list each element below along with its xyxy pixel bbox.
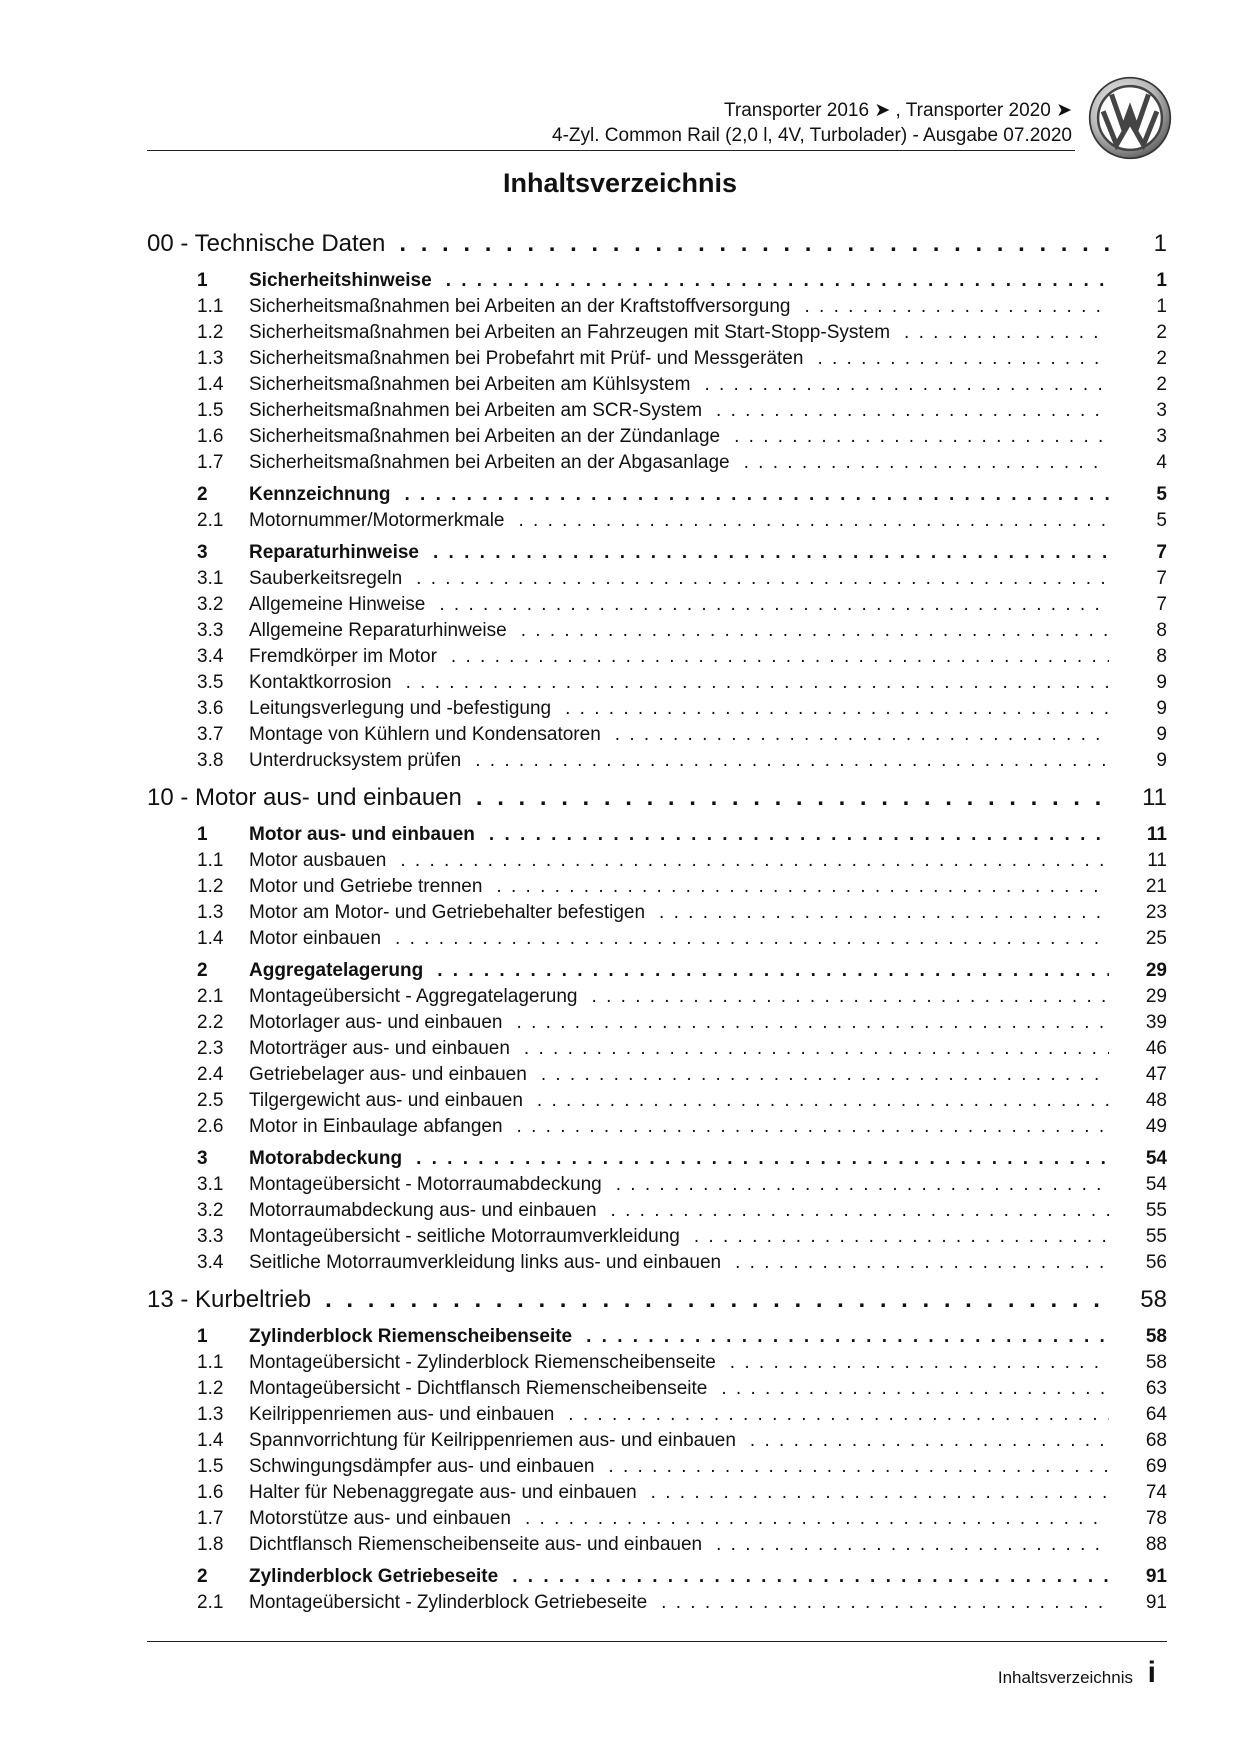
dot-leader [716, 400, 1109, 422]
toc-entry-number: 3.7 [197, 724, 224, 745]
toc-subsection[interactable] [147, 698, 1167, 724]
toc-page-number: 7 [1156, 542, 1167, 563]
toc-entry-number: 2.1 [197, 1592, 224, 1613]
dot-leader [439, 594, 1109, 616]
toc-entry-title: Seitliche Motorraumverkleidung links aus- und einbauen [249, 1252, 722, 1273]
toc-entry-number: 2.4 [197, 1064, 224, 1085]
dot-leader [651, 1482, 1109, 1504]
toc-subsection[interactable] [147, 510, 1167, 536]
toc-entry-title: Kontaktkorrosion [249, 672, 392, 693]
toc-subsection[interactable] [147, 374, 1167, 400]
toc-entry-number: 1.8 [197, 1534, 224, 1555]
toc-entry-title: Fremdkörper im Motor [249, 646, 437, 667]
header-engine-line: 4-Zyl. Common Rail (2,0 l, 4V, Turbolader) - Ausgabe 07.2020 [552, 125, 1072, 146]
toc-subsection[interactable] [147, 1482, 1167, 1508]
toc-subsection[interactable] [147, 426, 1167, 452]
toc-page-number: 9 [1156, 724, 1167, 745]
dot-leader [716, 1534, 1109, 1556]
toc-entry-title: 13 - Kurbeltrieb [147, 1286, 312, 1313]
toc-entry-number: 3 [197, 542, 208, 563]
dot-leader [517, 1012, 1109, 1034]
toc-subsection[interactable] [147, 902, 1167, 928]
toc-entry-number: 3 [197, 1148, 208, 1169]
toc-page-number: 54 [1145, 1174, 1167, 1195]
toc-page-number: 1 [1153, 230, 1167, 257]
toc-subsection[interactable] [147, 986, 1167, 1012]
toc-subsection[interactable] [147, 646, 1167, 672]
toc-entry-number: 2.1 [197, 986, 224, 1007]
toc-entry-title: Motor ausbauen [249, 850, 387, 871]
dot-leader [661, 1592, 1109, 1614]
toc-entry-number: 3.6 [197, 698, 224, 719]
dot-leader [395, 928, 1109, 950]
toc-entry-title: Zylinderblock Riemenscheibenseite [249, 1326, 573, 1347]
dot-leader [615, 724, 1109, 746]
toc-subsection[interactable] [147, 296, 1167, 322]
toc-entry-number: 1 [197, 824, 208, 845]
toc-subsection[interactable] [147, 850, 1167, 876]
toc-page-number: 3 [1156, 426, 1167, 447]
toc-entry-number: 1.4 [197, 928, 224, 949]
footer-divider [147, 1641, 1167, 1642]
toc-entry-number: 3.2 [197, 1200, 224, 1221]
table-of-contents [147, 230, 1167, 1618]
toc-page-number: 25 [1145, 928, 1167, 949]
toc-entry-title: Halter für Nebenaggregate aus- und einbauen [249, 1482, 637, 1503]
toc-subsection[interactable] [147, 452, 1167, 478]
toc-entry-title: Tilgergewicht aus- und einbauen [249, 1090, 523, 1111]
dot-leader [400, 850, 1109, 872]
toc-chapter[interactable] [147, 230, 1167, 264]
dot-leader [659, 902, 1109, 924]
toc-page-number: 63 [1145, 1378, 1167, 1399]
toc-entry-title: Motornummer/Motormerkmale [249, 510, 505, 531]
toc-page-number: 47 [1145, 1064, 1167, 1085]
dot-leader [565, 698, 1109, 720]
dot-leader [750, 1430, 1109, 1452]
toc-entry-title: Motorträger aus- und einbauen [249, 1038, 510, 1059]
toc-page-number: 21 [1145, 876, 1167, 897]
dot-leader [592, 986, 1109, 1008]
toc-entry-title: Motor in Einbaulage abfangen [249, 1116, 503, 1137]
toc-entry-number: 1.2 [197, 876, 224, 897]
toc-entry-title: 10 - Motor aus- und einbauen [147, 784, 462, 811]
toc-page-number: 88 [1145, 1534, 1167, 1555]
toc-entry-number: 1.2 [197, 1378, 224, 1399]
toc-page-number: 58 [1140, 1286, 1167, 1313]
toc-page-number: 7 [1156, 594, 1167, 615]
toc-entry-number: 2 [197, 960, 208, 981]
toc-entry-title: Montage von Kühlern und Kondensatoren [249, 724, 601, 745]
dot-leader [694, 1226, 1109, 1248]
dot-leader [519, 510, 1110, 532]
toc-entry-title: Motorstütze aus- und einbauen [249, 1508, 511, 1529]
toc-entry-title: Getriebelager aus- und einbauen [249, 1064, 527, 1085]
toc-entry-number: 1 [197, 1326, 208, 1347]
toc-page-number: 39 [1145, 1012, 1167, 1033]
toc-page-number: 7 [1156, 568, 1167, 589]
toc-subsection[interactable] [147, 1174, 1167, 1200]
toc-entry-title: Sicherheitsmaßnahmen bei Arbeiten an der Kraftstoffversorgung [249, 296, 791, 317]
dot-leader [416, 568, 1109, 590]
toc-subsection[interactable] [147, 400, 1167, 426]
dot-leader [496, 876, 1109, 898]
toc-entry-number: 1.7 [197, 1508, 224, 1529]
toc-page-number: 58 [1145, 1352, 1167, 1373]
toc-page-number: 9 [1156, 750, 1167, 771]
toc-page-number: 91 [1145, 1592, 1167, 1613]
toc-entry-number: 2.5 [197, 1090, 224, 1111]
toc-page-number: 55 [1145, 1226, 1167, 1247]
toc-subsection[interactable] [147, 1012, 1167, 1038]
toc-subsection[interactable] [147, 348, 1167, 374]
toc-entry-title: Sicherheitsmaßnahmen bei Arbeiten an der Zündanlage [249, 426, 721, 447]
toc-subsection[interactable] [147, 594, 1167, 620]
dot-leader [744, 452, 1109, 474]
toc-page-number: 58 [1145, 1326, 1167, 1347]
toc-page-number: 11 [1142, 784, 1167, 811]
toc-page-number: 29 [1145, 960, 1167, 981]
toc-page-number: 23 [1145, 902, 1167, 923]
page-title: Inhaltsverzeichnis [502, 168, 738, 198]
toc-entry-number: 1.4 [197, 1430, 224, 1451]
toc-page-number: 11 [1146, 824, 1167, 845]
toc-subsection[interactable] [147, 750, 1167, 776]
toc-page-number: 55 [1145, 1200, 1167, 1221]
toc-subsection[interactable] [147, 1200, 1167, 1226]
dot-leader [524, 1038, 1109, 1060]
toc-entry-title: Motor und Getriebe trennen [249, 876, 483, 897]
toc-entry-title: Montageübersicht - Zylinderblock Riemenscheibenseite [249, 1352, 716, 1373]
toc-entry-number: 3.8 [197, 750, 224, 771]
dot-leader [568, 1404, 1109, 1426]
toc-section[interactable] [147, 484, 1167, 510]
dot-leader [433, 542, 1109, 564]
toc-subsection[interactable] [147, 1226, 1167, 1252]
dot-leader [704, 374, 1109, 396]
dot-leader [608, 1456, 1109, 1478]
toc-page-number: 2 [1156, 348, 1167, 369]
dot-leader [586, 1326, 1109, 1348]
toc-subsection[interactable] [147, 1352, 1167, 1378]
toc-entry-number: 1.6 [197, 426, 224, 447]
toc-page-number: 2 [1156, 374, 1167, 395]
dot-leader [525, 1508, 1109, 1530]
toc-entry-title: Sauberkeitsregeln [249, 568, 403, 589]
dot-leader [512, 1566, 1109, 1588]
toc-page-number: 54 [1145, 1148, 1167, 1169]
toc-subsection[interactable] [147, 1508, 1167, 1534]
dot-leader [475, 750, 1109, 772]
toc-page-number: 68 [1145, 1430, 1167, 1451]
toc-page-number: 9 [1156, 672, 1167, 693]
toc-entry-title: Kennzeichnung [249, 484, 391, 505]
toc-entry-number: 2.3 [197, 1038, 224, 1059]
toc-entry-title: Sicherheitsmaßnahmen bei Arbeiten am Kühlsystem [249, 374, 691, 395]
toc-entry-number: 1.1 [197, 850, 224, 871]
toc-entry-title: 00 - Technische Daten [147, 230, 386, 257]
toc-entry-number: 3.3 [197, 620, 224, 641]
toc-entry-number: 1.6 [197, 1482, 224, 1503]
toc-subsection[interactable] [147, 876, 1167, 902]
toc-section[interactable] [147, 1566, 1167, 1592]
dot-leader [446, 270, 1109, 292]
dot-leader [476, 784, 1109, 812]
footer-label: Inhaltsverzeichnis [997, 1668, 1133, 1687]
toc-subsection[interactable] [147, 568, 1167, 594]
toc-subsection[interactable] [147, 1404, 1167, 1430]
toc-entry-title: Sicherheitsmaßnahmen bei Probefahrt mit Prüf- und Messgeräten [249, 348, 804, 369]
dot-leader [404, 484, 1109, 506]
toc-page-number: 78 [1145, 1508, 1167, 1529]
toc-page-number: 5 [1156, 484, 1167, 505]
toc-entry-title: Unterdrucksystem prüfen [249, 750, 462, 771]
toc-entry-number: 1.1 [197, 296, 224, 317]
toc-entry-number: 3.2 [197, 594, 224, 615]
dot-leader [406, 672, 1109, 694]
toc-entry-title: Sicherheitsmaßnahmen bei Arbeiten an der Abgasanlage [249, 452, 730, 473]
toc-subsection[interactable] [147, 1592, 1167, 1618]
toc-page-number: 46 [1145, 1038, 1167, 1059]
toc-page-number: 64 [1145, 1404, 1167, 1425]
toc-page-number: 9 [1156, 698, 1167, 719]
toc-subsection[interactable] [147, 724, 1167, 750]
toc-subsection[interactable] [147, 1378, 1167, 1404]
toc-entry-number: 1.1 [197, 1352, 224, 1373]
toc-entry-number: 3.3 [197, 1226, 224, 1247]
toc-entry-title: Sicherheitshinweise [249, 270, 432, 291]
toc-entry-title: Motor am Motor- und Getriebehalter befestigen [249, 902, 646, 923]
toc-entry-title: Zylinderblock Getriebeseite [249, 1566, 499, 1587]
dot-leader [437, 960, 1109, 982]
vw-logo [1088, 76, 1172, 160]
toc-entry-number: 1.3 [197, 1404, 224, 1425]
dot-leader [416, 1148, 1109, 1170]
toc-entry-number: 3.5 [197, 672, 224, 693]
dot-leader [325, 1286, 1109, 1314]
toc-entry-number: 2.1 [197, 510, 224, 531]
toc-page-number: 69 [1145, 1456, 1167, 1477]
toc-subsection[interactable] [147, 1456, 1167, 1482]
toc-chapter[interactable] [147, 784, 1167, 818]
toc-page-number: 1 [1156, 296, 1167, 317]
toc-page-number: 49 [1145, 1116, 1167, 1137]
toc-subsection[interactable] [147, 1064, 1167, 1090]
toc-subsection[interactable] [147, 322, 1167, 348]
toc-entry-title: Motor einbauen [249, 928, 382, 949]
toc-entry-title: Montageübersicht - Dichtflansch Riemenscheibenseite [249, 1378, 708, 1399]
toc-entry-title: Motor aus- und einbauen [249, 824, 475, 845]
dot-leader [804, 296, 1109, 318]
toc-entry-number: 1.5 [197, 400, 224, 421]
toc-page-number: 48 [1145, 1090, 1167, 1111]
toc-entry-number: 3.4 [197, 1252, 224, 1273]
toc-entry-title: Allgemeine Hinweise [249, 594, 426, 615]
toc-entry-title: Reparaturhinweise [249, 542, 419, 563]
toc-page-number: 2 [1156, 322, 1167, 343]
dot-leader [489, 824, 1109, 846]
toc-section[interactable] [147, 270, 1167, 296]
toc-entry-number: 2 [197, 1566, 208, 1587]
toc-subsection[interactable] [147, 672, 1167, 698]
toc-entry-title: Aggregatelagerung [249, 960, 424, 981]
header-divider [147, 150, 1075, 151]
footer-page-number: i [1147, 1656, 1156, 1689]
toc-subsection[interactable] [147, 1252, 1167, 1278]
toc-entry-title: Spannvorrichtung für Keilrippenriemen aus- und einbauen [249, 1430, 736, 1451]
toc-entry-number: 1.5 [197, 1456, 224, 1477]
toc-entry-title: Montageübersicht - Aggregatelagerung [249, 986, 578, 1007]
dot-leader [541, 1064, 1109, 1086]
toc-entry-title: Dichtflansch Riemenscheibenseite aus- und einbauen [249, 1534, 703, 1555]
toc-entry-title: Schwingungsdämpfer aus- und einbauen [249, 1456, 595, 1477]
toc-entry-number: 3.4 [197, 646, 224, 667]
toc-page-number: 8 [1156, 646, 1167, 667]
toc-entry-number: 1.4 [197, 374, 224, 395]
toc-entry-title: Keilrippenriemen aus- und einbauen [249, 1404, 555, 1425]
toc-page-number: 56 [1145, 1252, 1167, 1273]
toc-entry-title: Motorraumabdeckung aus- und einbauen [249, 1200, 597, 1221]
toc-section[interactable] [147, 542, 1167, 568]
toc-page-number: 4 [1156, 452, 1167, 473]
dot-leader [721, 1378, 1109, 1400]
toc-subsection[interactable] [147, 928, 1167, 954]
toc-subsection[interactable] [147, 1116, 1167, 1142]
dot-leader [616, 1174, 1109, 1196]
toc-page-number: 74 [1145, 1482, 1167, 1503]
toc-entry-title: Allgemeine Reparaturhinweise [249, 620, 507, 641]
toc-section[interactable] [147, 1326, 1167, 1352]
dot-leader [451, 646, 1109, 668]
toc-page-number: 5 [1156, 510, 1167, 531]
toc-entry-title: Motorabdeckung [249, 1148, 403, 1169]
toc-entry-title: Montageübersicht - Motorraumabdeckung [249, 1174, 602, 1195]
toc-section[interactable] [147, 1148, 1167, 1174]
dot-leader [611, 1200, 1109, 1222]
toc-entry-number: 1.7 [197, 452, 224, 473]
toc-entry-number: 3.1 [197, 568, 224, 589]
dot-leader [734, 426, 1109, 448]
toc-entry-title: Montageübersicht - seitliche Motorraumverkleidung [249, 1226, 680, 1247]
toc-chapter[interactable] [147, 1286, 1167, 1320]
dot-leader [735, 1252, 1109, 1274]
dot-leader [904, 322, 1109, 344]
toc-subsection[interactable] [147, 1090, 1167, 1116]
toc-entry-number: 2 [197, 484, 208, 505]
toc-entry-number: 3.1 [197, 1174, 224, 1195]
header-model-line: Transporter 2016 ➤ , Transporter 2020 ➤ [724, 100, 1072, 121]
toc-section[interactable] [147, 824, 1167, 850]
toc-page-number: 91 [1145, 1566, 1167, 1587]
toc-page-number: 11 [1147, 850, 1167, 871]
toc-section[interactable] [147, 960, 1167, 986]
dot-leader [817, 348, 1109, 370]
toc-subsection[interactable] [147, 1430, 1167, 1456]
toc-entry-number: 2.2 [197, 1012, 224, 1033]
toc-entry-title: Leitungsverlegung und -befestigung [249, 698, 552, 719]
toc-subsection[interactable] [147, 1534, 1167, 1560]
toc-entry-title: Sicherheitsmaßnahmen bei Arbeiten am SCR-System [249, 400, 703, 421]
document-header [552, 98, 1072, 148]
dot-leader [521, 620, 1109, 642]
dot-leader [537, 1090, 1109, 1112]
toc-page-number: 3 [1156, 400, 1167, 421]
toc-subsection[interactable] [147, 620, 1167, 646]
toc-entry-number: 1.3 [197, 348, 224, 369]
toc-entry-number: 1 [197, 270, 208, 291]
dot-leader [517, 1116, 1109, 1138]
toc-entry-title: Sicherheitsmaßnahmen bei Arbeiten an Fahrzeugen mit Start-Stopp-System [249, 322, 891, 343]
toc-entry-number: 2.6 [197, 1116, 224, 1137]
toc-entry-number: 1.3 [197, 902, 224, 923]
toc-entry-title: Montageübersicht - Zylinderblock Getriebeseite [249, 1592, 648, 1613]
toc-page-number: 8 [1156, 620, 1167, 641]
toc-page-number: 29 [1145, 986, 1167, 1007]
dot-leader [730, 1352, 1109, 1374]
toc-page-number: 1 [1156, 270, 1167, 291]
toc-entry-number: 1.2 [197, 322, 224, 343]
toc-subsection[interactable] [147, 1038, 1167, 1064]
dot-leader [399, 230, 1109, 258]
toc-entry-title: Motorlager aus- und einbauen [249, 1012, 503, 1033]
